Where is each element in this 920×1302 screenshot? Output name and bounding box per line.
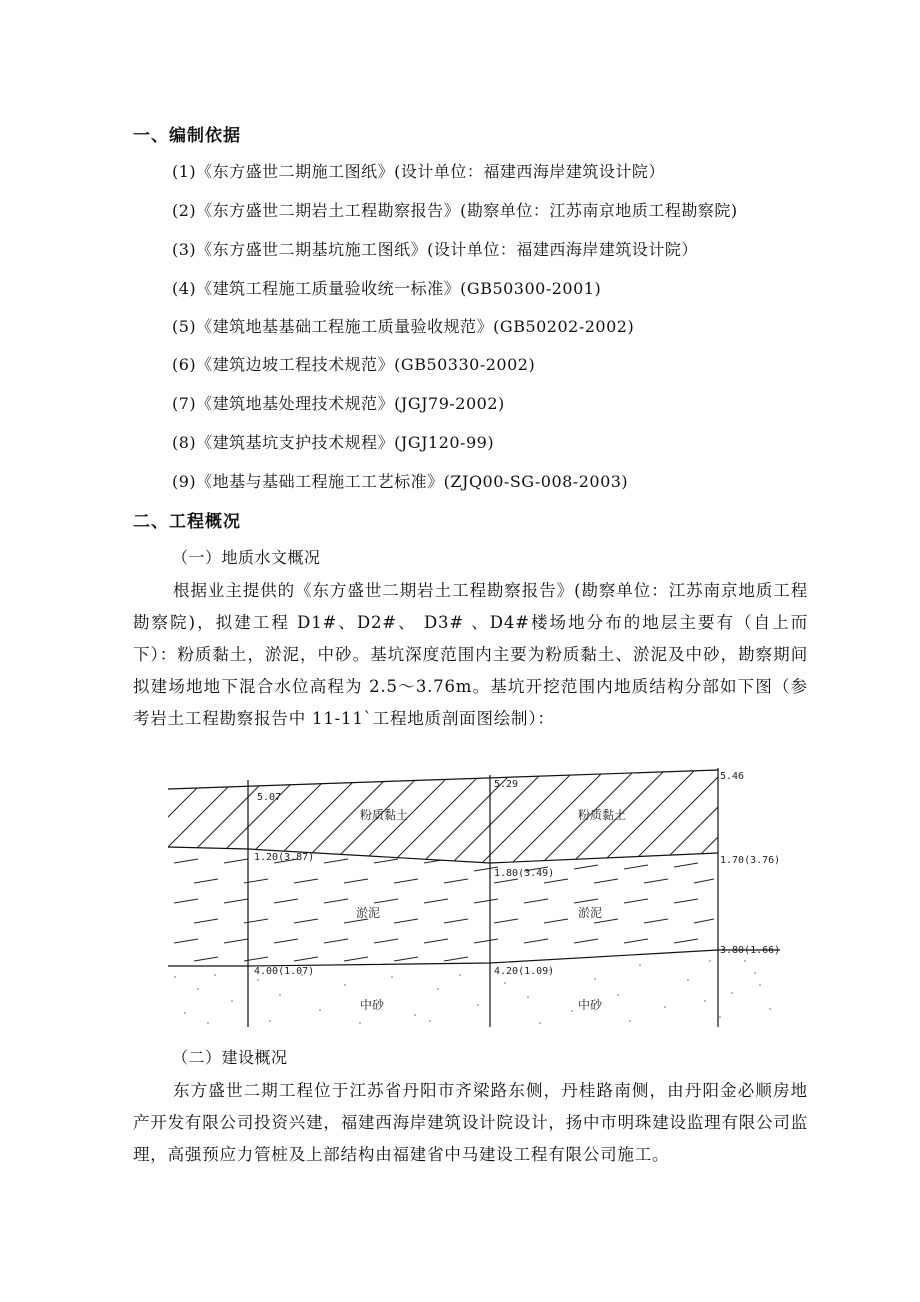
boundary2-label-2: 4.20(1.09)	[494, 966, 555, 977]
construction-paragraph: 东方盛世二期工程位于江苏省丹阳市齐梁路东侧，丹桂路南侧，由丹阳金必顺房地产开发有限公司投资兴建，福建西海岸建筑设计院设计，扬中市明珠建设监理有限公司监理，高强预应力管桩及上部结构由福建省中马建设工程有限公司施工。	[133, 1081, 808, 1164]
reference-item-3: (3)《东方盛世二期基坑施工图纸》(设计单位：福建西海岸建筑设计院）	[172, 240, 698, 259]
section2-title: 二、工程概况	[133, 512, 241, 532]
elevation-label-2: 5.29	[494, 779, 519, 790]
section1-title: 一、编制依据	[133, 126, 241, 146]
clay-label-2: 粉质黏土	[578, 808, 627, 822]
silt-label-1: 淤泥	[356, 906, 381, 920]
reference-item-7: (7)《建筑地基处理技术规范》(JGJ79-2002)	[172, 394, 505, 413]
sand-label-1: 中砂	[360, 998, 385, 1012]
geology-paragraph: 根据业主提供的《东方盛世二期岩土工程勘察报告》(勘察单位：江苏南京地质工程勘察院)，拟建工程 D1#、D2#、 D3# 、D4#楼场地分布的地层主要有（自上而下）：粉质黏土，淤泥，中砂。基坑深度范围内主要为粉质黏土、淤泥及中砂，勘察期间拟建场地地下混合水位高程为 2.5～3.76m。基坑开挖范围内地质结构分部如下图（参考岩土工程勘察报告中 11-11`工程地质剖面图绘制）：	[133, 581, 808, 728]
reference-item-5: (5)《建筑地基基础工程施工质量验收规范》(GB50202-2002)	[172, 317, 635, 336]
clay-label-1: 粉质黏土	[360, 808, 409, 822]
boundary2-label-3: 3.80(1.66)	[720, 945, 780, 956]
boundary1-label-3: 1.70(3.76)	[720, 855, 780, 866]
geological-profile-diagram	[160, 765, 780, 1031]
elevation-label-1: 5.07	[257, 792, 282, 803]
reference-item-4: (4)《建筑工程施工质量验收统一标准》(GB50300-2001)	[172, 279, 602, 298]
reference-item-6: (6)《建筑边坡工程技术规范》(GB50330-2002)	[172, 355, 536, 374]
sand-label-2: 中砂	[578, 998, 603, 1012]
boundary2-label-1: 4.00(1.07)	[254, 966, 315, 977]
subsection-geology-title: （一）地质水文概况	[172, 548, 321, 567]
boundary1-label-1: 1.20(3.87)	[254, 852, 315, 863]
silt-label-2: 淤泥	[578, 906, 603, 920]
reference-item-9: (9)《地基与基础工程施工工艺标准》(ZJQ00-SG-008-2003)	[172, 472, 629, 491]
boundary1-label-2: 1.80(3.49)	[494, 868, 555, 879]
boreholes	[248, 768, 718, 1027]
silt-pattern	[174, 859, 756, 961]
subsection-construction-title: （二）建设概况	[172, 1048, 288, 1067]
reference-item-1: (1)《东方盛世二期施工图纸》(设计单位：福建西海岸建筑设计院）	[172, 162, 665, 181]
reference-item-2: (2)《东方盛世二期岩土工程勘察报告》(勘察单位：江苏南京地质工程勘察院)	[172, 201, 738, 220]
clay-hatch	[160, 765, 780, 865]
elevation-label-3: 5.46	[720, 771, 745, 782]
reference-item-8: (8)《建筑基坑支护技术规程》(JGJ120-99)	[172, 433, 495, 452]
